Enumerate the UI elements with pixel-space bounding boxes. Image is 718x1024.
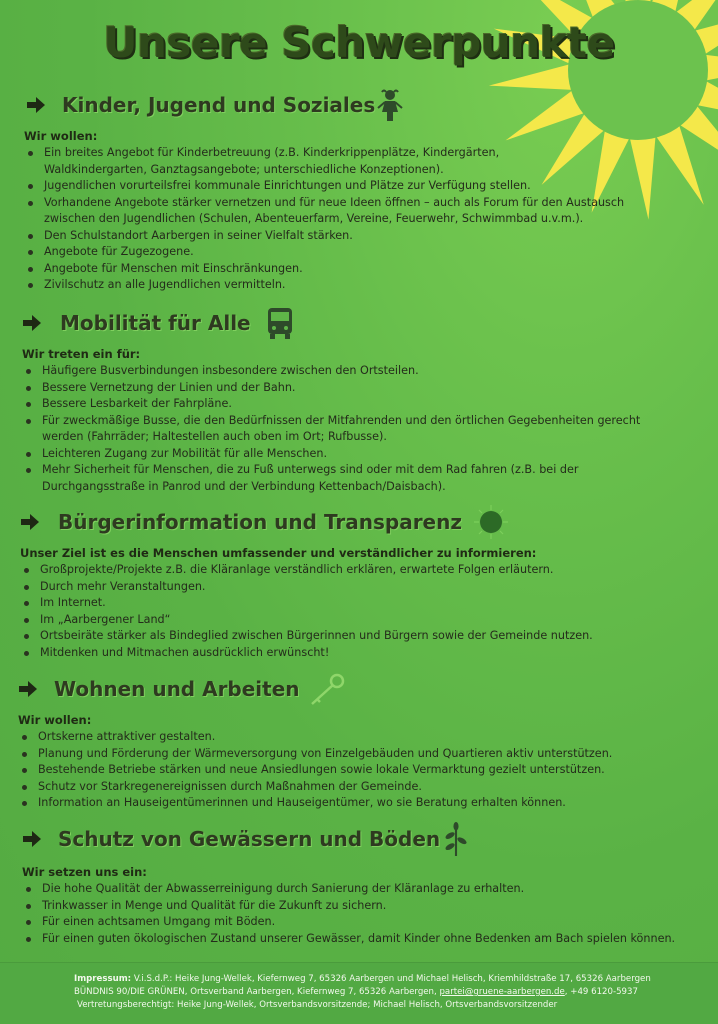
- list-item: Großprojekte/Projekte z.B. die Kläranlage verständlich erklären, erwartete Folgen erläutern.: [20, 562, 718, 579]
- list-item: Den Schulstandort Aarbergen in seiner Vielfalt stärken.: [24, 228, 718, 245]
- arrow-right-icon: [22, 313, 42, 333]
- list-item: Für zweckmäßige Busse, die den Bedürfnissen der Mitfahrenden und den örtlichen Gegebenheiten gerecht werden (Fahrräder; Haltestellen auch oben im Ort; Rufbusse).: [22, 413, 718, 446]
- impressum-footer: [0, 962, 718, 1024]
- list-item: Leichteren Zugang zur Mobilität für alle Menschen.: [22, 446, 718, 463]
- section-intro: Wir wollen:: [18, 713, 92, 727]
- section-wohnen: [0, 672, 718, 812]
- list-item: Mehr Sicherheit für Menschen, die zu Fuß unterwegs sind oder mit dem Rad fahren (z.B. bei der Durchgangsstraße in Panrod und der Verbindung Kettenbach/Daisbach).: [22, 462, 718, 495]
- section-intro: Unser Ziel ist es die Menschen umfassender und verständlicher zu informieren:: [20, 546, 537, 560]
- sun-icon: [472, 505, 510, 539]
- list-item: Schutz vor Starkregenereignissen durch Maßnahmen der Gemeinde.: [18, 779, 718, 796]
- impressum-text: V.i.S.d.P.: Heike Jung-Wellek, Kiefernweg 7, 65326 Aarbergen und Michael Helisch, Kriemhildstraße 17, 65326 Aarbergen: [133, 974, 651, 984]
- arrow-right-icon: [18, 679, 38, 699]
- bullet-list: [22, 881, 718, 947]
- list-item: Durch mehr Veranstaltungen.: [20, 579, 718, 596]
- bullet-list: [24, 145, 718, 294]
- list-item: Ortsbeiräte stärker als Bindeglied zwischen Bürgerinnen und Bürgern sowie der Gemeinde nutzen.: [20, 628, 718, 645]
- impressum-line-1: [74, 973, 651, 986]
- phone-text: , +49 6120-5937: [564, 987, 638, 997]
- arrow-right-icon: [22, 829, 42, 849]
- list-item: Bestehende Betriebe stärken und neue Ansiedlungen sowie lokale Vermarktung gezielt unterstützen.: [18, 762, 718, 779]
- page-title: Unsere Schwerpunkte: [103, 18, 615, 67]
- bullet-list: [22, 363, 718, 495]
- section-title: Wohnen und Arbeiten: [54, 677, 300, 701]
- section-mobilitaet: [0, 306, 718, 495]
- child-icon: [374, 88, 406, 122]
- section-heading: [0, 505, 718, 541]
- list-item: Ein breites Angebot für Kinderbetreuung (z.B. Kinderkrippenplätze, Kindergärten, Waldkindergarten, Ganztagsangebote; unterschiedliche Konzeptionen).: [24, 145, 718, 178]
- impressum-line-2: [74, 986, 638, 999]
- list-item: Für einen achtsamen Umgang mit Böden.: [22, 914, 718, 931]
- representatives-text: Vertretungsberechtigt: Heike Jung-Wellek, Ortsverbandsvorsitzende; Michael Helisch, Ortsverbandsvorsitzender: [77, 1000, 558, 1010]
- section-heading: [0, 672, 718, 708]
- section-heading: [0, 822, 718, 858]
- section-intro: Wir wollen:: [24, 129, 98, 143]
- section-title: Mobilität für Alle: [60, 311, 251, 335]
- arrow-right-icon: [20, 512, 40, 532]
- list-item: Zivilschutz an alle Jugendlichen vermitteln.: [24, 277, 718, 294]
- list-item: Ortskerne attraktiver gestalten.: [18, 729, 718, 746]
- list-item: Planung und Förderung der Wärmeversorgung von Einzelgebäuden und Quartieren aktiv unterstützen.: [18, 746, 718, 763]
- list-item: Trinkwasser in Menge und Qualität für die Zukunft zu sichern.: [22, 898, 718, 915]
- address-text: BÜNDNIS 90/DIE GRÜNEN, Ortsverband Aarbergen, Kiefernweg 7, 65326 Aarbergen,: [74, 987, 437, 997]
- section-title: Kinder, Jugend und Soziales: [62, 93, 376, 117]
- bus-icon: [264, 306, 296, 340]
- section-kinder: [0, 88, 718, 294]
- section-title: Bürgerinformation und Transparenz: [58, 510, 463, 534]
- section-heading: [0, 88, 718, 124]
- list-item: Im Internet.: [20, 595, 718, 612]
- list-item: Vorhandene Angebote stärker vernetzen und für neue Ideen öffnen – auch als Forum für den Austausch zwischen den Jugendlichen (Schulen, Abenteuerfarm, Vereine, Feuerwehr, Schwimmbad u.v.m.).: [24, 195, 718, 228]
- section-gewaesser: [0, 822, 718, 947]
- list-item: Für einen guten ökologischen Zustand unserer Gewässer, damit Kinder ohne Bedenken am Bach spielen können.: [22, 931, 718, 948]
- list-item: Information an Hauseigentümerinnen und Hauseigentümer, wo sie Beratung erhalten können.: [18, 795, 718, 812]
- list-item: Jugendlichen vorurteilsfrei kommunale Einrichtungen und Plätze zur Verfügung stellen.: [24, 178, 718, 195]
- section-title: Schutz von Gewässern und Böden: [58, 827, 441, 851]
- section-buergerinformation: [0, 505, 718, 661]
- list-item: Bessere Lesbarkeit der Fahrpläne.: [22, 396, 718, 413]
- impressum-label: Impressum:: [74, 974, 132, 984]
- list-item: Bessere Vernetzung der Linien und der Bahn.: [22, 380, 718, 397]
- list-item: Angebote für Menschen mit Einschränkungen.: [24, 261, 718, 278]
- list-item: Häufigere Busverbindungen insbesondere zwischen den Ortsteilen.: [22, 363, 718, 380]
- list-item: Im „Aarbergener Land“: [20, 612, 718, 629]
- section-intro: Wir treten ein für:: [22, 347, 141, 361]
- bullet-list: [20, 562, 718, 661]
- arrow-right-icon: [26, 95, 46, 115]
- list-item: Angebote für Zugezogene.: [24, 244, 718, 261]
- impressum-line-3: [77, 999, 557, 1012]
- email-link[interactable]: partei@gruene-aarbergen.de: [439, 987, 565, 997]
- key-icon: [306, 672, 346, 706]
- list-item: Mitdenken und Mitmachen ausdrücklich erwünscht!: [20, 645, 718, 662]
- section-intro: Wir setzen uns ein:: [22, 865, 147, 879]
- section-heading: [0, 306, 718, 342]
- bullet-list: [18, 729, 718, 812]
- plant-icon: [440, 822, 472, 856]
- list-item: Die hohe Qualität der Abwasserreinigung durch Sanierung der Kläranlage zu erhalten.: [22, 881, 718, 898]
